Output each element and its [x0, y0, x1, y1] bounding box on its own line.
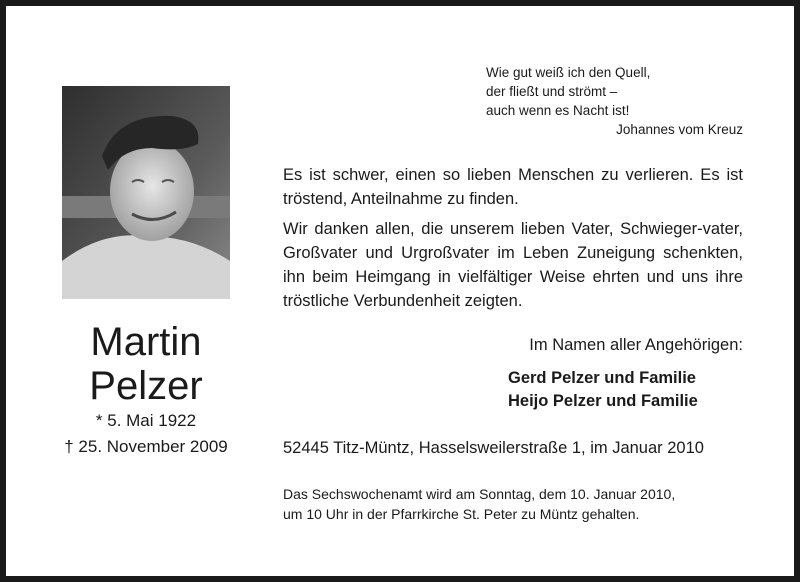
epigraph-quote — [486, 63, 743, 139]
quote-author: Johannes vom Kreuz — [616, 122, 743, 137]
birth-date: * 5. Mai 1922 — [95, 411, 197, 430]
mass-notice — [283, 484, 743, 524]
signature-intro: Im Namen aller Angehörigen: — [529, 336, 743, 354]
condolence-message — [283, 163, 743, 319]
deceased-name — [46, 320, 246, 408]
quote-line: auch wenn es Nacht ist! — [486, 103, 630, 118]
family-names — [426, 367, 743, 413]
portrait-photo — [62, 86, 230, 299]
quote-line: Wie gut weiß ich den Quell, — [486, 65, 651, 80]
mass-notice-line: um 10 Uhr in der Pfarrkirche St. Peter zu Müntz gehalten. — [283, 506, 640, 522]
signature-block — [426, 333, 743, 413]
family-name: Gerd Pelzer und Familie — [508, 369, 696, 387]
address-line: 52445 Titz-Müntz, Hasselsweilerstraße 1, im Januar 2010 — [283, 439, 704, 457]
family-name: Heijo Pelzer und Familie — [508, 392, 698, 410]
first-name: Martin — [90, 320, 202, 364]
message-paragraph: Es ist schwer, einen so lieben Menschen zu verlieren. Es ist tröstend, Anteilnahme zu finden. — [283, 166, 743, 208]
life-dates — [36, 408, 256, 460]
mass-notice-line: Das Sechswochenamt wird am Sonntag, dem 10. Januar 2010, — [283, 486, 676, 502]
quote-line: der fließt und strömt – — [486, 84, 618, 99]
last-name: Pelzer — [89, 364, 203, 408]
death-date: † 25. November 2009 — [64, 437, 228, 456]
message-paragraph: Wir danken allen, die unserem lieben Vater, Schwieger-vater, Großvater und Urgroßvater im Leben Zuneigung schenkten, ihn beim Heimgang in vielfältiger Weise ehrten und uns ihre tröstliche Verbundenheit zeigten. — [283, 220, 743, 310]
